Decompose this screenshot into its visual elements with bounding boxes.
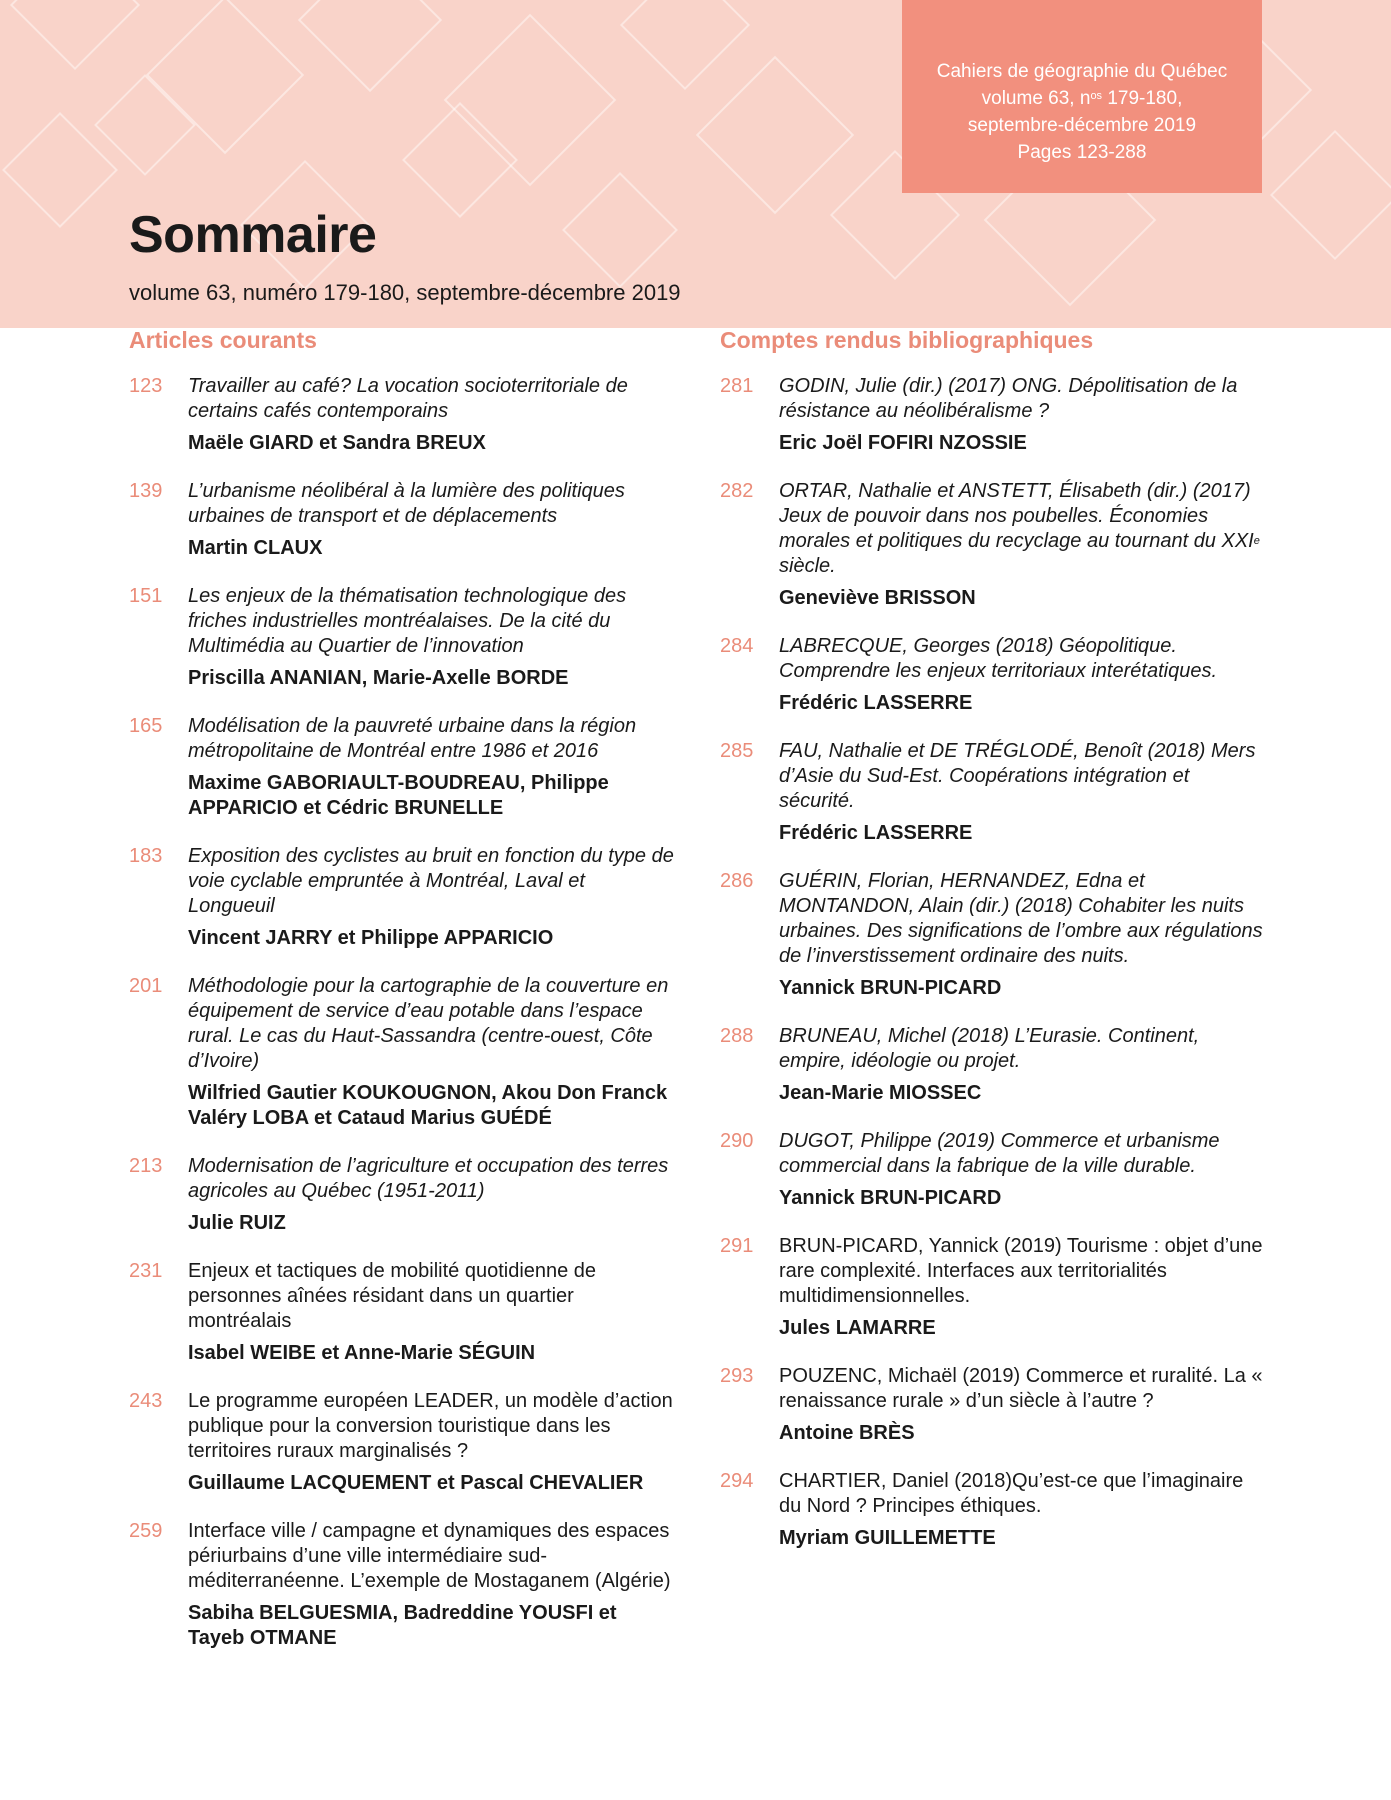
page-number: 243 — [129, 1390, 163, 1412]
page-number: 139 — [129, 480, 163, 502]
entry-author: Yannick BRUN-PICARD — [779, 977, 1002, 999]
entry-body — [188, 714, 674, 821]
entry-title: Méthodologie pour la cartographie de la couverture en équipement de service d’eau potable dans l’espace rural. Le cas du Haut-Sassandra (centre-ouest, Côte d’Ivoire) — [188, 975, 669, 1072]
entry-author: Guillaume LACQUEMENT et Pascal CHEVALIER — [188, 1472, 644, 1494]
entry-author: Vincent JARRY et Philippe APPARICIO — [188, 927, 554, 949]
entry-body — [188, 479, 674, 561]
page-number: 288 — [720, 1025, 754, 1047]
entry-author: Antoine BRÈS — [779, 1422, 915, 1444]
review-entry — [720, 479, 1265, 611]
articles-list — [129, 374, 674, 1651]
entry-title: LABRECQUE, Georges (2018) Géopolitique. Comprendre les enjeux territoriaux interétatiques. — [779, 635, 1217, 682]
page-number: 151 — [129, 585, 163, 607]
page-number: 183 — [129, 845, 163, 867]
article-entry — [129, 584, 674, 691]
review-entry — [720, 1024, 1265, 1106]
entry-author: Wilfried Gautier KOUKOUGNON, Akou Don Franck Valéry LOBA et Cataud Marius GUÉDÉ — [188, 1082, 668, 1129]
review-entry — [720, 869, 1265, 1001]
entry-title: L’urbanisme néolibéral à la lumière des politiques urbaines de transport et de déplacements — [188, 480, 625, 527]
entry-author: Maële GIARD et Sandra BREUX — [188, 432, 486, 454]
entry-title: Le programme européen LEADER, un modèle d’action publique pour la conversion touristique dans les territoires ruraux marginalisés ? — [188, 1390, 673, 1462]
page-number: 286 — [720, 870, 754, 892]
entry-author: Jean-Marie MIOSSEC — [779, 1082, 982, 1104]
entry-title: Travailler au café? La vocation socioterritoriale de certains cafés contemporains — [188, 375, 628, 422]
review-entry — [720, 634, 1265, 716]
entry-body — [779, 1469, 1265, 1551]
entry-title: ORTAR, Nathalie et ANSTETT, Élisabeth (dir.) (2017) Jeux de pouvoir dans nos poubelles. Économies morales et politiques du recyclage au tournant du XXIe siècle. — [779, 480, 1260, 577]
articles-heading: Articles courants — [129, 327, 317, 353]
entry-author: Eric Joël FOFIRI NZOSSIE — [779, 432, 1027, 454]
entry-author: Geneviève BRISSON — [779, 587, 976, 609]
issue-date: septembre-décembre 2019 — [967, 115, 1197, 136]
entry-title: Modernisation de l’agriculture et occupation des terres agricoles au Québec (1951-2011) — [188, 1155, 669, 1202]
entry-title: BRUN-PICARD, Yannick (2019) Tourisme : objet d’une rare complexité. Interfaces aux territorialités multidimensionnelles. — [779, 1235, 1263, 1307]
page-number: 293 — [720, 1365, 754, 1387]
page-range: Pages 123-288 — [1017, 142, 1147, 163]
entry-title: Interface ville / campagne et dynamiques des espaces périurbains d’une ville intermédiaire sud-méditerranéenne. L’exemple de Mostaganem (Algérie) — [188, 1520, 671, 1592]
page-number: 282 — [720, 480, 754, 502]
page-number: 290 — [720, 1130, 754, 1152]
entry-title: POUZENC, Michaël (2019) Commerce et ruralité. La « renaissance rurale » d’un siècle à l’autre ? — [779, 1365, 1263, 1412]
issue-info-box — [902, 0, 1262, 193]
article-entry — [129, 1389, 674, 1496]
review-entry — [720, 739, 1265, 846]
entry-author: Frédéric LASSERRE — [779, 692, 973, 714]
page-number: 201 — [129, 975, 163, 997]
review-entry — [720, 1234, 1265, 1341]
entry-title: BRUNEAU, Michel (2018) L’Eurasie. Continent, empire, idéologie ou projet. — [779, 1025, 1200, 1072]
reviews-list — [720, 374, 1265, 1551]
entry-body — [188, 1389, 674, 1496]
entry-body — [188, 584, 674, 691]
volume-number: volume 63, $n^{os}$ 179-180, — [981, 88, 1183, 109]
entry-title: Enjeux et tactiques de mobilité quotidienne de personnes aînées résidant dans un quartier montréalais — [188, 1260, 597, 1332]
page-number: 165 — [129, 715, 163, 737]
article-entry — [129, 479, 674, 561]
review-entry — [720, 374, 1265, 456]
entry-title: FAU, Nathalie et DE TRÉGLODÉ, Benoît (2018) Mers d’Asie du Sud-Est. Coopérations intégration et sécurité. — [779, 740, 1256, 812]
entry-body — [779, 1129, 1265, 1211]
entry-title: DUGOT, Philippe (2019) Commerce et urbanisme commercial dans la fabrique de la ville durable. — [779, 1130, 1220, 1177]
page-number: 123 — [129, 375, 163, 397]
article-entry — [129, 1259, 674, 1366]
entry-body — [188, 974, 674, 1131]
articles-column — [129, 324, 674, 1674]
entry-author: Yannick BRUN-PICARD — [779, 1187, 1002, 1209]
entry-author: Maxime GABORIAULT-BOUDREAU, Philippe APPARICIO et Cédric BRUNELLE — [188, 772, 609, 819]
review-entry — [720, 1129, 1265, 1211]
entry-body — [779, 1364, 1265, 1446]
review-entry — [720, 1364, 1265, 1446]
page-number: 231 — [129, 1260, 163, 1282]
page-number: 291 — [720, 1235, 754, 1257]
article-entry — [129, 1154, 674, 1236]
entry-body — [779, 479, 1265, 611]
entry-body — [779, 739, 1265, 846]
entry-title: GODIN, Julie (dir.) (2017) ONG. Dépolitisation de la résistance au néolibéralisme ? — [779, 375, 1238, 422]
entry-author: Myriam GUILLEMETTE — [779, 1527, 996, 1549]
entry-author: Jules LAMARRE — [779, 1317, 936, 1339]
entry-title: Les enjeux de la thématisation technologique des friches industrielles montréalaises. De la cité du Multimédia au Quartier de l’innovation — [188, 585, 627, 657]
page-number: 281 — [720, 375, 754, 397]
article-entry — [129, 374, 674, 456]
article-entry — [129, 1519, 674, 1651]
entry-title: Exposition des cyclistes au bruit en fonction du type de voie cyclable empruntée à Montréal, Laval et Longueuil — [188, 845, 674, 917]
page-number: 213 — [129, 1155, 163, 1177]
entry-title: GUÉRIN, Florian, HERNANDEZ, Edna et MONTANDON, Alain (dir.) (2018) Cohabiter les nuits urbaines. Des significations de l’ombre aux régulations de l’inverstissement ordinaire des nuits. — [779, 870, 1263, 967]
journal-name: Cahiers de géographie du Québec — [936, 61, 1228, 82]
page-number: 294 — [720, 1470, 754, 1492]
entry-title: CHARTIER, Daniel (2018)Qu’est-ce que l’imaginaire du Nord ? Principes éthiques. — [779, 1470, 1244, 1517]
entry-author: Priscilla ANANIAN, Marie-Axelle BORDE — [188, 667, 569, 689]
entry-body — [779, 1234, 1265, 1341]
article-entry — [129, 974, 674, 1131]
entry-body — [779, 869, 1265, 1001]
entry-body — [188, 1259, 674, 1366]
entry-body — [779, 1024, 1265, 1106]
article-entry — [129, 714, 674, 821]
page-title: Sommaire — [129, 206, 377, 264]
review-entry — [720, 1469, 1265, 1551]
entry-body — [188, 1519, 674, 1651]
reviews-heading: Comptes rendus bibliographiques — [720, 327, 1094, 353]
entry-body — [779, 374, 1265, 456]
entry-body — [188, 844, 674, 951]
entry-body — [188, 1154, 674, 1236]
entry-author: Frédéric LASSERRE — [779, 822, 973, 844]
entry-author: Julie RUIZ — [188, 1212, 286, 1234]
page-subtitle: volume 63, numéro 179-180, septembre-décembre 2019 — [129, 280, 681, 305]
page-number: 259 — [129, 1520, 163, 1542]
entry-author: Isabel WEIBE et Anne-Marie SÉGUIN — [188, 1342, 536, 1364]
article-entry — [129, 844, 674, 951]
page-number: 284 — [720, 635, 754, 657]
reviews-column — [720, 324, 1265, 1574]
header-banner — [0, 0, 1391, 328]
entry-author: Sabiha BELGUESMIA, Badreddine YOUSFI et Tayeb OTMANE — [188, 1602, 617, 1649]
entry-title: Modélisation de la pauvreté urbaine dans la région métropolitaine de Montréal entre 1986 et 2016 — [188, 715, 637, 762]
page-number: 285 — [720, 740, 754, 762]
entry-author: Martin CLAUX — [188, 537, 323, 559]
entry-body — [188, 374, 674, 456]
entry-body — [779, 634, 1265, 716]
